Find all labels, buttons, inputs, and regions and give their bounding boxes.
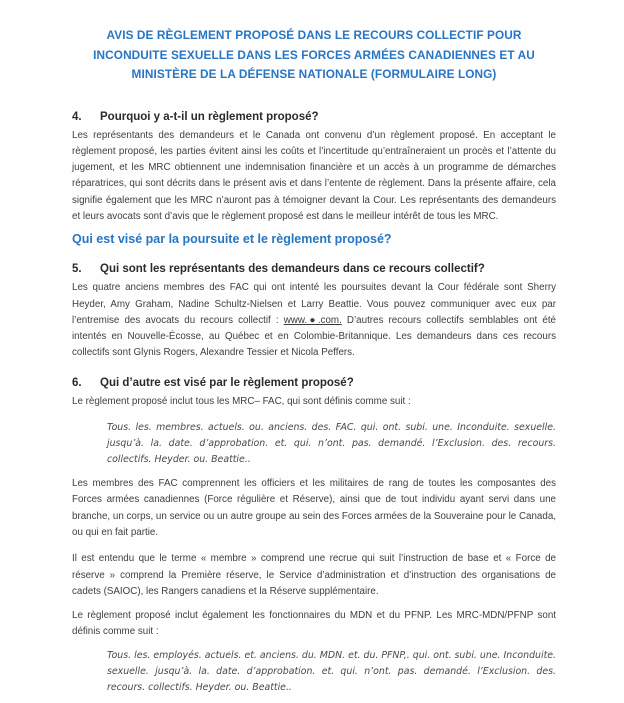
definition-quote-mdn-pfnp-employees: Tous. les. employés. actuels. et. anciens. du. MDN. et. du. PFNP,. qui. ont. subi. une. Inconduite. sexuelle. jusqu’à. la. date. d’approbation. et. qui. n’ont. pas. demandé. l’Exclusion. des. recours. collectifs. Heyder. ou. Beattie.. [107, 649, 556, 693]
question-5-body [72, 280, 556, 361]
paragraph-member-term: Il est entendu que le terme « membre » comprend une recrue qui suit l’instruction de base et « Force de réserve » comprend la Première réserve, le Service d’administration et d’instruction des organisations de cadets (SAIOC), les Rangers canadiens et la Réserve supplémentaire. [72, 553, 556, 597]
question-4-body: Les représentants des demandeurs et le Canada ont convenu d’un règlement proposé. En acceptant le règlement proposé, les parties évitent ainsi les coûts et l’incertitude qu’entraîneraient un procès et l’attente du jugement, et les MRC obtiennent une indemnisation financière et un accès à un programme de démarches réparatrices, qui sont décrits dans le présent avis et dans l’entente de règlement. Dans la présente affaire, cela signifie également que les MRC n’auront pas à témoigner devant la Cour. Les représentants des demandeurs et leurs avocats sont d’avis que le règlement proposé est dans le meilleur intérêt de tous les MRC. [72, 129, 556, 222]
question-4-heading [72, 110, 556, 125]
title-line-3: MINISTÈRE DE LA DÉFENSE NATIONALE (FORMULAIRE LONG) [131, 67, 497, 81]
section-heading-who-is-covered: Qui est visé par la poursuite et le règlement proposé? [72, 232, 392, 247]
definition-quote-caf-members: Tous. les. membres. actuels. ou. anciens. des. FAC. qui. ont. subi. une. Inconduite. sexuelle. jusqu’à. la. date. d’approbation. et. qui. n’ont. pas. demandé. l’Exclusion. des. recours. collectifs. Heyder. ou. Beattie.. [107, 422, 556, 466]
question-5-title: Qui sont les représentants des demandeurs dans ce recours collectif? [100, 263, 485, 276]
question-5-number: 5. [72, 263, 82, 276]
question-4-number: 4. [72, 110, 82, 123]
question-5-heading [72, 262, 556, 277]
title-line-2: INCONDUITE SEXUELLE DANS LES FORCES ARMÉES CANADIENNES ET AU [93, 47, 535, 62]
question-6-intro: Le règlement proposé inclut tous les MRC– FAC, qui sont définis comme suit : [72, 395, 411, 407]
question-5-body-before-link: Les quatre anciens membres des FAC qui ont intenté les poursuites devant la Cour fédérale sont Sherry Heyder, Amy Graham, Nadine Schultz-Nielsen et Larry Beattie. Vous pouvez communiquer avec eux par l’entremise des avocats du recours collectif : [72, 282, 556, 326]
document-title [72, 26, 556, 85]
question-6-heading [72, 376, 556, 391]
paragraph-mdn-pfnp: Le règlement proposé inclut également les fonctionnaires du MDN et du PFNP. Les MRC-MDN/PFNP sont définis comme suit : [72, 610, 556, 638]
question-4-title: Pourquoi y a-t-il un règlement proposé? [100, 110, 319, 123]
title-line-1: AVIS DE RÈGLEMENT PROPOSÉ DANS LE RECOURS COLLECTIF POUR [106, 28, 522, 42]
question-6-title: Qui d’autre est visé par le règlement proposé? [100, 376, 354, 389]
paragraph-fac-members: Les membres des FAC comprennent les officiers et les militaires de rang de toutes les composantes des Forces armées canadiennes (Force régulière et Réserve), ainsi que de tout individu ayant servi dans une branche, un corps, un service ou un autre groupe au sein des Forces armées de la Souveraine pour le Canada, ou qui en fait partie. [72, 478, 556, 538]
question-5-body-after-link: D’autres recours collectifs semblables ont été intentés en Nouvelle-Écosse, au Québec et en Colombie-Britannique. Les demandeurs dans ces recours collectifs sont Glynis Rogers, Alexandre Tessier et Nicola Peffers. [72, 314, 557, 359]
class-counsel-link[interactable]: www.●.com. [283, 314, 342, 326]
question-6-number: 6. [72, 376, 82, 389]
